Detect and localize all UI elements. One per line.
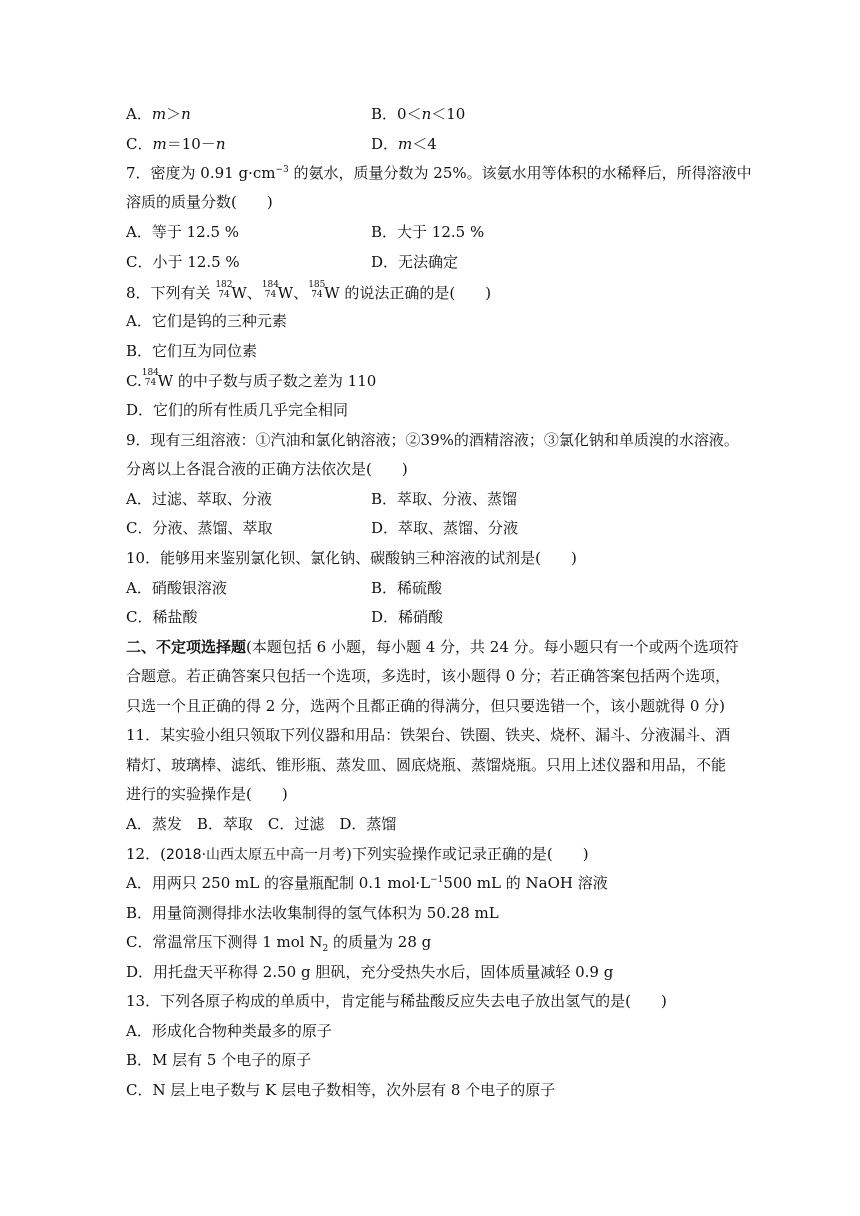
atomic-number: 74 [144, 378, 157, 388]
q10-option-c[interactable]: C．稀盐酸 [126, 608, 198, 626]
option-label: D． [371, 135, 399, 153]
q10-stem: 10．能够用来鉴别氯化钡、氯化钠、碳酸钠三种溶液的试剂是( ) [126, 549, 577, 567]
q7-stem-text: 7．密度为 0.91 g·cm [126, 164, 276, 182]
q9-stem-line1: 9．现有三组溶液：①汽油和氯化钠溶液；②39%的酒精溶液；③氯化钠和单质溴的水溶液。 [126, 431, 739, 449]
option-label: A． [126, 105, 152, 123]
q9-option-d[interactable]: D．萃取、蒸馏、分液 [371, 519, 519, 537]
q10-option-a[interactable]: A．硝酸银溶液 [126, 579, 227, 597]
q12-stem [126, 844, 589, 865]
atomic-number: 74 [311, 290, 323, 300]
question-number: 12．( [126, 845, 166, 863]
nuclide-w182 [215, 282, 231, 300]
q12-stem-text: )下列实验操作或记录正确的是( ) [346, 845, 589, 863]
separator: 、 [246, 284, 262, 302]
q6-option-a[interactable] [126, 104, 191, 124]
option-text: 500 mL 的 NaOH 溶液 [443, 874, 608, 892]
var-m: m [151, 105, 167, 123]
mass-number: 184 [141, 368, 159, 378]
q8-option-c[interactable] [126, 370, 376, 391]
q8-stem-text: 8．下列有关 [126, 284, 216, 302]
section-heading: 二、不定项选择题 [126, 638, 247, 656]
subscript: 2 [322, 944, 329, 954]
question-source: 2018·山西太原五中高一月考 [165, 847, 347, 863]
q9-option-c[interactable]: C．分液、蒸馏、萃取 [126, 519, 273, 537]
option-text: ＜10 [431, 105, 466, 123]
q10-option-b[interactable]: B．稀硫酸 [371, 579, 443, 597]
section-instructions: (本题包括 6 小题，每小题 4 分，共 24 分。每小题只有一个或两个选项符 [246, 638, 739, 656]
section2-intro-line3: 只选一个且正确的得 2 分，选两个且都正确的得满分，但只要选错一个，该小题就得 0 分) [126, 697, 726, 715]
nuclide-w184 [142, 370, 158, 388]
atomic-number: 74 [218, 290, 230, 300]
q11-stem-line2: 精灯、玻璃棒、滤纸、锥形瓶、蒸发皿、圆底烧瓶、蒸馏烧瓶。只用上述仪器和用品，不能 [126, 756, 727, 774]
section2-intro-line1 [126, 637, 739, 657]
q6-option-d[interactable] [371, 134, 437, 154]
option-text: 的中子数与质子数之差为 110 [173, 372, 377, 390]
superscript: −3 [275, 165, 289, 175]
q6-option-c[interactable] [126, 134, 225, 154]
option-label: C． [126, 135, 153, 153]
var-m: m [398, 135, 413, 153]
var-n: n [215, 135, 226, 153]
mass-number: 185 [308, 280, 326, 290]
var-n: n [181, 105, 191, 123]
mass-number: 182 [215, 280, 233, 290]
separator: 、 [293, 284, 309, 302]
q13-option-b[interactable]: B．M 层有 5 个电子的原子 [126, 1051, 312, 1069]
q8-stem-text: 的说法正确的是( ) [339, 284, 492, 302]
section2-intro-line2: 合题意。若正确答案只包括一个选项，多选时，该小题得 0 分；若正确答案包括两个选项， [126, 667, 731, 685]
element-symbol: W [277, 284, 294, 302]
q11-options[interactable]: A．蒸发 B．萃取 C．过滤 D．蒸馏 [126, 815, 397, 833]
option-text: 0＜ [397, 105, 422, 123]
atomic-number: 74 [264, 290, 277, 300]
q7-stem-line1 [126, 163, 752, 183]
q7-option-b[interactable]: B．大于 12.5 % [371, 223, 485, 241]
q7-option-d[interactable]: D．无法确定 [371, 253, 459, 271]
q13-option-c[interactable]: C．N 层上电子数与 K 层电子数相等，次外层有 8 个电子的原子 [126, 1081, 556, 1099]
var-m: m [152, 135, 167, 153]
q9-stem-line2: 分离以上各混合液的正确方法依次是( ) [126, 460, 408, 478]
nuclide-w184 [262, 282, 278, 300]
q7-option-a[interactable]: A．等于 12.5 % [126, 223, 240, 241]
option-text: 的质量为 28 g [328, 933, 432, 951]
q6-option-b[interactable] [371, 104, 465, 124]
q7-option-c[interactable]: C．小于 12.5 % [126, 253, 240, 271]
q11-stem-line1: 11．某实验小组只领取下列仪器和用品：铁架台、铁圈、铁夹、烧杯、漏斗、分液漏斗、酒 [126, 726, 731, 744]
q12-option-b[interactable]: B．用量筒测得排水法收集制得的氢气体积为 50.28 mL [126, 904, 499, 922]
option-text: C．常温常压下测得 1 mol N [126, 933, 323, 951]
q7-stem-line2: 溶质的质量分数( ) [126, 193, 273, 211]
q13-option-a[interactable]: A．形成化合物种类最多的原子 [126, 1022, 332, 1040]
option-label: C. [126, 372, 142, 390]
q8-option-b[interactable]: B．它们互为同位素 [126, 342, 258, 360]
element-symbol: W [231, 284, 247, 302]
q13-stem: 13．下列各原子构成的单质中，肯定能与稀盐酸反应失去电子放出氢气的是( ) [126, 992, 667, 1010]
q8-option-a[interactable]: A．它们是钨的三种元素 [126, 312, 287, 330]
element-symbol: W [157, 372, 174, 390]
option-text: ＝10－ [166, 135, 216, 153]
operator: ＞ [166, 105, 182, 123]
q8-stem [126, 282, 491, 303]
q12-option-c[interactable] [126, 932, 431, 952]
q11-stem-line3: 进行的实验操作是( ) [126, 785, 288, 803]
q10-option-d[interactable]: D．稀硝酸 [371, 608, 444, 626]
var-n: n [421, 105, 432, 123]
nuclide-w185 [308, 282, 324, 300]
q7-stem-text: 的氨水，质量分数为 25%。该氨水用等体积的水稀释后，所得溶液中 [288, 164, 752, 182]
q9-option-b[interactable]: B．萃取、分液、蒸馏 [371, 490, 518, 508]
mass-number: 184 [261, 280, 279, 290]
element-symbol: W [324, 284, 340, 302]
q12-option-a[interactable] [126, 873, 608, 893]
q9-option-a[interactable]: A．过滤、萃取、分液 [126, 490, 272, 508]
superscript: −1 [430, 875, 444, 885]
option-label: B． [371, 105, 398, 123]
q12-option-d[interactable]: D．用托盘天平称得 2.50 g 胆矾，充分受热失水后，固体质量减轻 0.9 g [126, 963, 614, 981]
option-text: A．用两只 250 mL 的容量瓶配制 0.1 mol·L [126, 874, 431, 892]
q8-option-d[interactable]: D．它们的所有性质几乎完全相同 [126, 401, 349, 419]
option-text: ＜4 [412, 135, 437, 153]
